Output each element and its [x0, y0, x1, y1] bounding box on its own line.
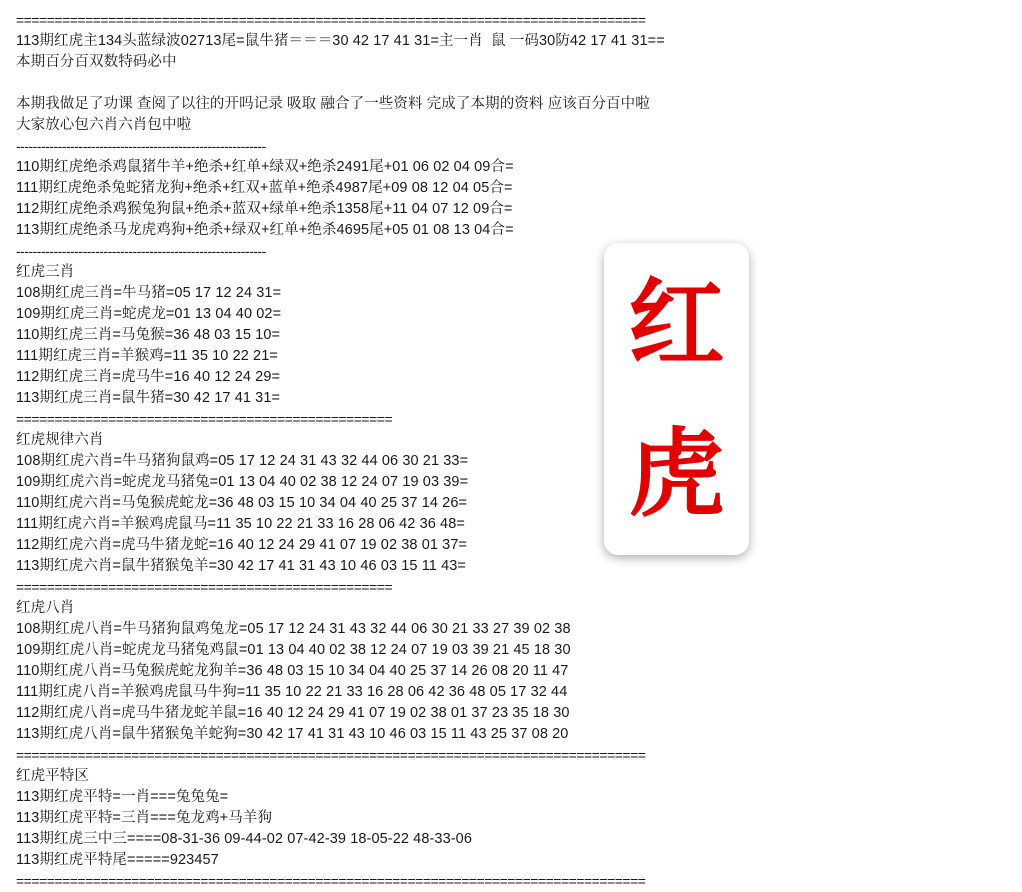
text-line: 本期百分百双数特码必中: [16, 54, 177, 70]
text-line: 112期红虎三肖=虎马牛=16 40 12 24 29=: [16, 369, 281, 385]
section-heading: 红虎三肖: [16, 264, 75, 280]
section-heading: 红虎平特区: [16, 768, 89, 784]
text-line: 112期红虎绝杀鸡猴兔狗鼠+绝杀+蓝双+绿单+绝杀1358尾+11 04 07 12 09合=: [16, 201, 513, 217]
separator-line: ==================================================================================: [16, 873, 646, 889]
text-line: 113期红虎绝杀马龙虎鸡狗+绝杀+绿双+红单+绝杀4695尾+05 01 08 13 04合=: [16, 222, 514, 238]
text-line: 111期红虎六肖=羊猴鸡虎鼠马=11 35 10 22 21 33 16 28 06 42 36 48=: [16, 516, 465, 532]
text-line: 112期红虎六肖=虎马牛猪龙蛇=16 40 12 24 29 41 07 19 02 38 01 37=: [16, 537, 468, 553]
text-line: 109期红虎三肖=蛇虎龙=01 13 04 40 02=: [16, 306, 282, 322]
separator-line: ------------------------------------------------------------: [16, 138, 266, 154]
text-line: 113期红虎主134头蓝绿波02713尾=鼠牛猪＝＝＝30 42 17 41 31=主一肖 鼠 一码30防42 17 41 31==: [16, 33, 665, 49]
separator-line: ------------------------------------------------------------: [16, 243, 266, 259]
text-line: 本期我做足了功课 查阅了以往的开吗记录 吸取 融合了一些资料 完成了本期的资料 应该百分百中啦: [16, 96, 650, 112]
separator-line: ==================================================================================: [16, 12, 646, 28]
text-line: 大家放心包六肖六肖包中啦: [16, 117, 192, 133]
text-line: 111期红虎绝杀兔蛇猪龙狗+绝杀+红双+蓝单+绝杀4987尾+09 08 12 04 05合=: [16, 180, 513, 196]
text-line: 109期红虎六肖=蛇虎龙马猪兔=01 13 04 40 02 38 12 24 07 19 03 39=: [16, 474, 469, 490]
text-line: 113期红虎平特=一肖===兔兔兔=: [16, 789, 229, 805]
text-line: 113期红虎三中三====08-31-36 09-44-02 07-42-39 18-05-22 48-33-06: [16, 831, 473, 847]
text-line: 108期红虎六肖=牛马猪狗鼠鸡=05 17 12 24 31 43 32 44 06 30 21 33=: [16, 453, 469, 469]
blank-line: [16, 73, 946, 94]
right-margin-panel: [956, 0, 1022, 873]
text-line: 110期红虎三肖=马兔猴=36 48 03 15 10=: [16, 327, 281, 343]
text-line: 110期红虎六肖=马兔猴虎蛇龙=36 48 03 15 10 34 04 40 25 37 14 26=: [16, 495, 468, 511]
text-line: 111期红虎三肖=羊猴鸡=11 35 10 22 21=: [16, 348, 278, 364]
text-line: 111期红虎八肖=羊猴鸡虎鼠马牛狗=11 35 10 22 21 33 16 28 06 42 36 48 05 17 32 44: [16, 684, 568, 700]
text-line: 110期红虎八肖=马兔猴虎蛇龙狗羊=36 48 03 15 10 34 04 40 25 37 14 26 08 20 11 47: [16, 663, 569, 679]
text-line: 110期红虎绝杀鸡鼠猪牛羊+绝杀+红单+绿双+绝杀2491尾+01 06 02 04 09合=: [16, 159, 514, 175]
separator-line: =================================================: [16, 411, 393, 427]
separator-line: =================================================: [16, 579, 393, 595]
text-line: 113期红虎三肖=鼠牛猪=30 42 17 41 31=: [16, 390, 281, 406]
brand-char-bottom: 虎: [628, 417, 725, 530]
section-heading: 红虎八肖: [16, 600, 75, 616]
text-line: 113期红虎平特=三肖===兔龙鸡+马羊狗: [16, 810, 273, 826]
brand-char-top: 红: [628, 267, 725, 380]
text-line: 109期红虎八肖=蛇虎龙马猪兔鸡鼠=01 13 04 40 02 38 12 24 07 19 03 39 21 45 18 30: [16, 642, 571, 658]
text-line: 108期红虎八肖=牛马猪狗鼠鸡兔龙=05 17 12 24 31 43 32 44 06 30 21 33 27 39 02 38: [16, 621, 571, 637]
text-line: 113期红虎八肖=鼠牛猪猴兔羊蛇狗=30 42 17 41 31 43 10 46 03 15 11 43 25 37 08 20: [16, 726, 569, 742]
text-line: 108期红虎三肖=牛马猪=05 17 12 24 31=: [16, 285, 282, 301]
document-text-block: [16, 10, 946, 892]
text-line: 113期红虎六肖=鼠牛猪猴兔羊=30 42 17 41 31 43 10 46 03 15 11 43=: [16, 558, 466, 574]
text-line: 112期红虎八肖=虎马牛猪龙蛇羊鼠=16 40 12 24 29 41 07 19 02 38 01 37 23 35 18 30: [16, 705, 570, 721]
section-heading: 红虎规律六肖: [16, 432, 104, 448]
brand-card: [604, 243, 749, 555]
separator-line: ==================================================================================: [16, 747, 646, 763]
text-line: 113期红虎平特尾=====923457: [16, 852, 219, 868]
